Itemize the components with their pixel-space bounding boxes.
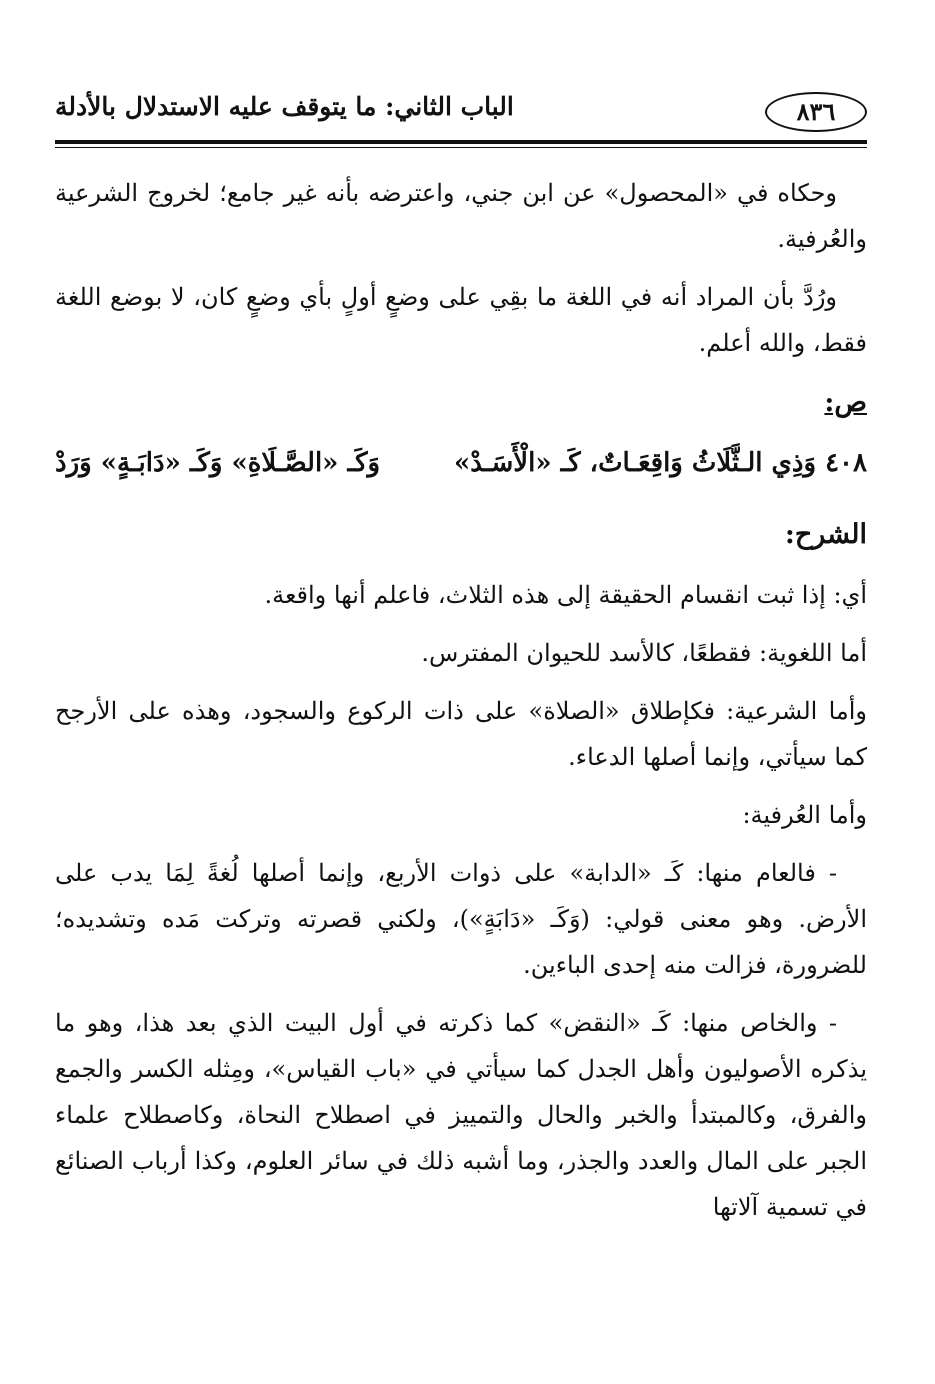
paragraph: أما اللغوية: فقطعًا، كالأسد للحيوان المفترس.: [421, 639, 867, 667]
page-body: [55, 170, 867, 1242]
page-header: [55, 88, 867, 140]
paragraph: وأما الشرعية: فكإطلاق «الصلاة» على ذات الركوع والسجود، وهذه على الأرجح كما سيأتي، وإنما أصلها الدعاء.: [55, 697, 867, 771]
header-rule-thick: [55, 140, 867, 144]
commentary-label: الشرح:: [784, 519, 867, 550]
running-title: الباب الثاني: ما يتوقف عليه الاستدلال بالأدلة: [55, 92, 514, 121]
paragraph: ورُدَّ بأن المراد أنه في اللغة ما بقِي على وضعٍ أولٍ بأي وضعٍ كان، لا بوضع اللغة فقط، والله أعلم.: [55, 283, 867, 357]
verse-second-hemistich: وَكَـ «الصَّـلَاةِ» وَكَـ «دَابَـةٍ» وَرَدْ: [55, 448, 381, 478]
verse-label: ص:: [824, 387, 867, 418]
paragraph: أي: إذا ثبت انقسام الحقيقة إلى هذه الثلاث، فاعلم أنها واقعة.: [264, 581, 867, 609]
page-number: ٨٣٦: [765, 92, 867, 132]
verse-first-hemistich: ٤٠٨ وَذِي الـثَّلَاثُ وَاقِعَـاتٌ، كَـ «الْأَسَـدْ»: [453, 448, 867, 478]
paragraph: - فالعام منها: كَـ «الدابة» على ذوات الأربع، وإنما أصلها لُغةً لِمَا يدب على الأرض. وهو معنى قولي: (وَكَـ «دَابَةٍ»)، ولكني قصرته وتركت مَده وتشديده؛ للضرورة، فزالت منه إحدى الباءين.: [55, 859, 867, 979]
paragraph: - والخاص منها: كَـ «النقض» كما ذكرته في أول البيت الذي بعد هذا، وهو ما يذكره الأصوليون وأهل الجدل كما سيأتي في «باب القياس»، ومِثله الكسر والجمع والفرق، وكالمبتدأ والخبر والحال والتمييز في اصطلاح النحاة، وكاصطلاح علماء الجبر على المال والعدد والجذر، وما أشبه ذلك في سائر العلوم، وكذا أرباب الصنائع في تسمية آلاتها: [55, 1009, 867, 1221]
header-rule-thin: [55, 147, 867, 148]
paragraph: وأما العُرفية:: [742, 801, 867, 829]
paragraph: وحكاه في «المحصول» عن ابن جني، واعترضه بأنه غير جامع؛ لخروج الشرعية والعُرفية.: [55, 179, 867, 253]
verse-line: [55, 440, 867, 486]
